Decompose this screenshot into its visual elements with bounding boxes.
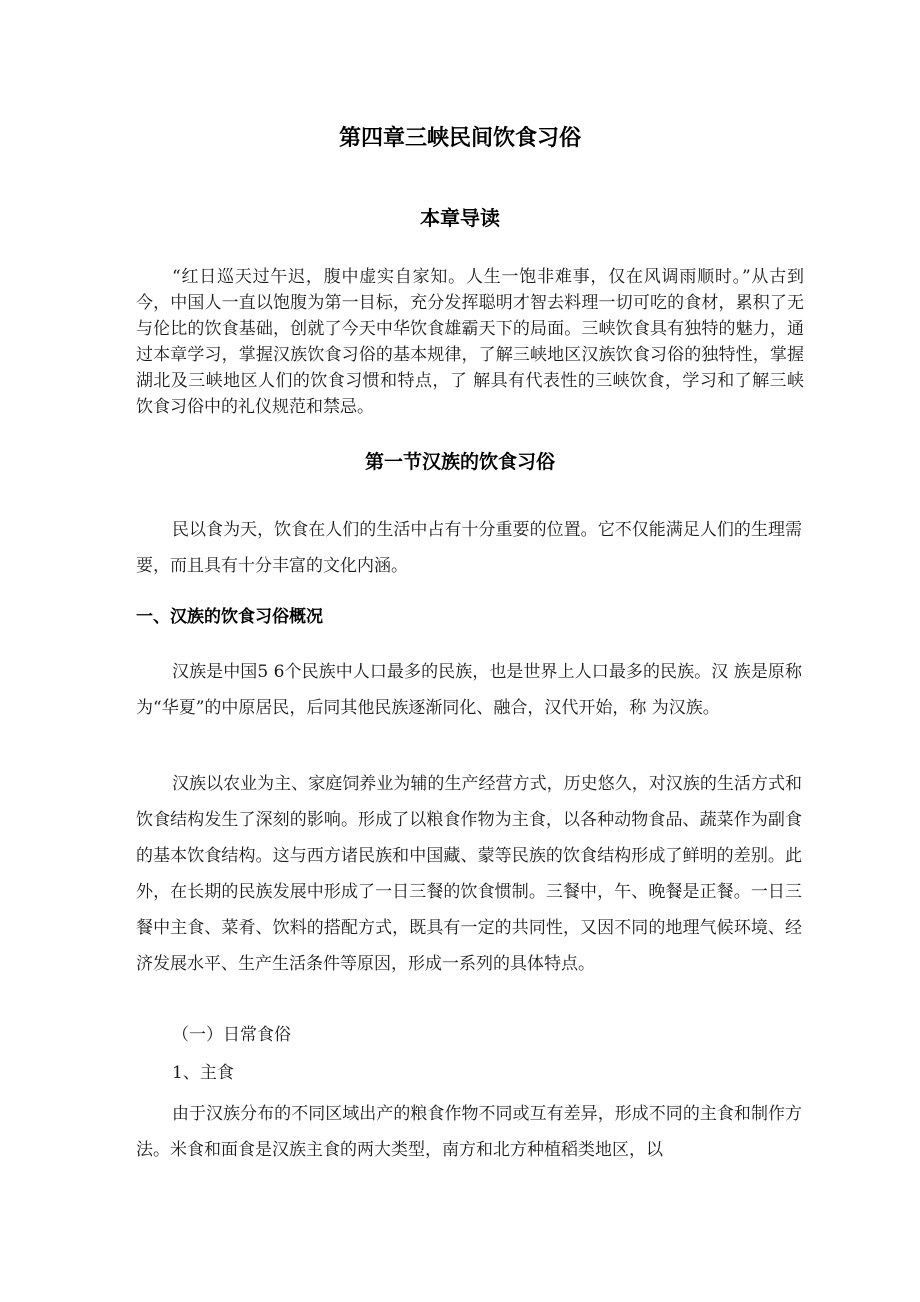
intro-heading: 本章导读 bbox=[420, 206, 500, 230]
chapter-title: 第四章三峡民间饮食习俗 bbox=[338, 126, 581, 151]
section-heading: 第一节汉族的饮食习俗 bbox=[364, 451, 555, 473]
paragraph-staple: 由于汉族分布的不同区域出产的粮食作物不同或互有差异，形成不同的主食和制作方法。米食和面食是汉族主食的两大类型，南方和北方种植稻类地区，以 bbox=[136, 1104, 802, 1160]
subsection-heading: 一、汉族的饮食习俗概况 bbox=[136, 607, 323, 627]
intro-paragraph: “红日巡天过午迟，腹中虚实自家知。人生一饱非难事，仅在风调雨顺时。”从古到今，中国人一直以饱腹为第一目标，充分发挥聪明才智去料理一切可吃的食材，累积了无与伦比的饮食基础，创就了今天中华饮食雄霸天下的局面。三峡饮食具有独特的魅力，通过本章学习，掌握汉族饮食习俗的基本规律，了解三峡地区汉族饮食习俗的独特性，掌握湖北及三峡地区人们的饮食习惯和特点，了 解具有代表性的三峡饮食，学习和了解三峡饮食习俗中的礼仪规范和禁忌。 bbox=[136, 267, 804, 417]
heading-daily-customs: （一）日常食俗 bbox=[172, 1025, 291, 1045]
paragraph-han: 汉族是中国5 6个民族中人口最多的民族，也是世界上人口最多的民族。汉 族是原称为“华夏”的中原居民，后同其他民族逐渐同化、融合，汉代开始，称 为汉族。 bbox=[136, 662, 802, 718]
heading-staple-food: 1、主食 bbox=[172, 1063, 234, 1083]
section-paragraph: 民以食为天，饮食在人们的生活中占有十分重要的位置。它不仅能满足人们的生理需要，而且具有十分丰富的文化内涵。 bbox=[136, 520, 802, 576]
paragraph-agriculture: 汉族以农业为主、家庭饲养业为辅的生产经营方式，历史悠久，对汉族的生活方式和饮食结构发生了深刻的影响。形成了以粮食作物为主食，以各种动物食品、蔬菜作为副食的基本饮食结构。这与西方诸民族和中国藏、蒙等民族的饮食结构形成了鲜明的差别。此外，在长期的民族发展中形成了一日三餐的饮食惯制。三餐中，午、晚餐是正餐。一日三餐中主食、菜肴、饮料的搭配方式，既具有一定的共同性，又因不同的地理气候环境、经济发展水平、生产生活条件等原因，形成一系列的具体特点。 bbox=[136, 774, 802, 974]
